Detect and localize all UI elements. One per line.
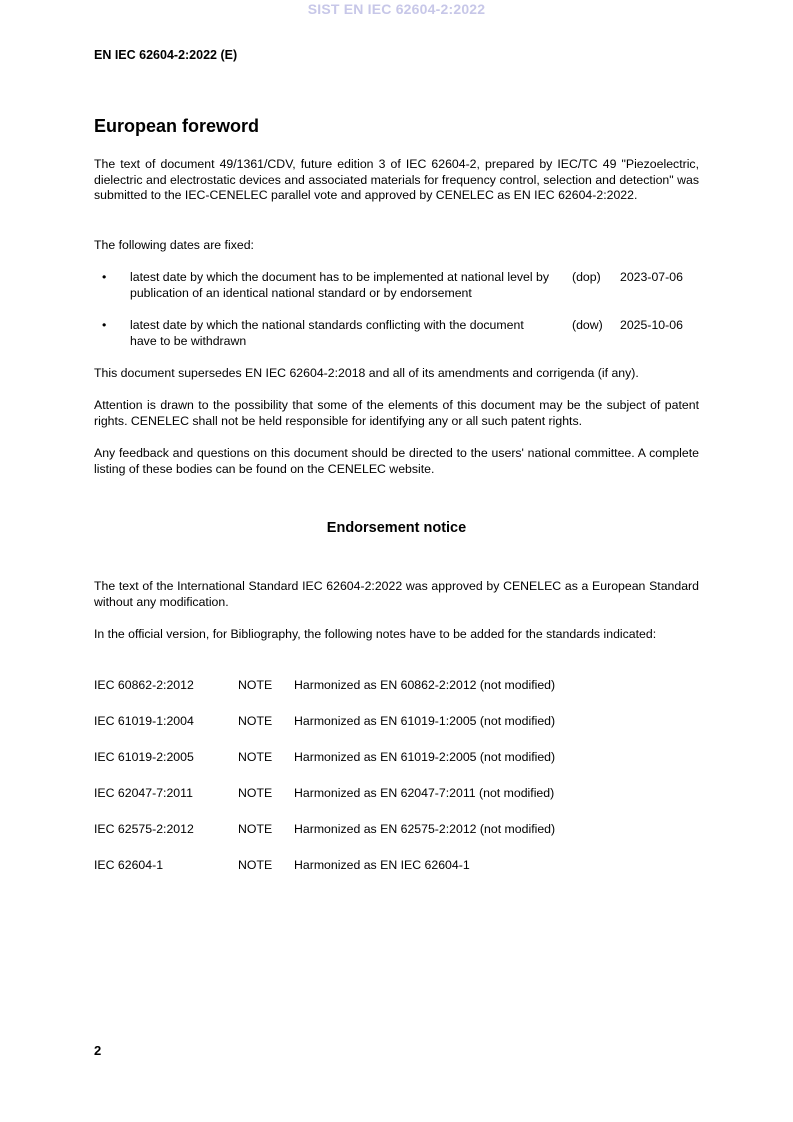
foreword-paragraph-2: The following dates are fixed:	[94, 238, 254, 252]
date-item-dop	[94, 270, 699, 304]
harmonized-text: Harmonized as EN 61019-2:2005 (not modified)	[294, 750, 556, 764]
bibliography-note-row	[94, 678, 699, 694]
bibliography-note-row	[94, 822, 699, 838]
note-label: NOTE	[238, 822, 273, 836]
endorsement-title: Endorsement notice	[326, 520, 467, 536]
date-item-abbr: (dop)	[572, 270, 601, 284]
note-label: NOTE	[238, 678, 273, 692]
endorsement-paragraph-2: In the official version, for Bibliography, the following notes have to be added for the standards indicated:	[94, 627, 657, 641]
date-item-text: latest date by which the national standards conflicting with the document have to be withdrawn	[130, 318, 524, 348]
standard-ref: IEC 60862-2:2012	[94, 678, 194, 692]
foreword-paragraph-3: This document supersedes EN IEC 62604-2:2018 and all of its amendments and corrigenda (if any).	[94, 366, 639, 380]
date-item-abbr: (dow)	[572, 318, 603, 332]
date-item-text: latest date by which the document has to be implemented at national level by publication of an identical national standard or by endorsement	[130, 270, 550, 300]
watermark: SIST EN IEC 62604-2:2022	[307, 1, 486, 17]
foreword-title: European foreword	[94, 116, 260, 136]
standard-ref: IEC 61019-1:2004	[94, 714, 194, 728]
standard-ref: IEC 61019-2:2005	[94, 750, 194, 764]
document-id: EN IEC 62604-2:2022 (E)	[94, 48, 238, 62]
harmonized-text: Harmonized as EN 62047-7:2011 (not modified)	[294, 786, 555, 800]
harmonized-text: Harmonized as EN 61019-1:2005 (not modified)	[294, 714, 556, 728]
bibliography-note-row	[94, 750, 699, 766]
standard-ref: IEC 62575-2:2012	[94, 822, 194, 836]
note-label: NOTE	[238, 858, 273, 872]
bullet-mark: •	[102, 318, 107, 332]
harmonized-text: Harmonized as EN 60862-2:2012 (not modified)	[294, 678, 556, 692]
date-item-dow	[94, 318, 699, 352]
foreword-paragraph-1: The text of document 49/1361/CDV, future edition 3 of IEC 62604-2, prepared by IEC/TC 49 "Piezoelectric, dielectric and electrostatic devices and associated materials for frequency control, selection and detection" was submitted to the IEC-CENELEC parallel vote and approved by CENELEC as EN IEC 62604-2:2022.	[94, 157, 699, 202]
standard-ref: IEC 62604-1	[94, 858, 164, 872]
page-number: 2	[94, 1043, 102, 1058]
bibliography-note-row	[94, 714, 699, 730]
foreword-paragraph-4: Attention is drawn to the possibility that some of the elements of this document may be the subject of patent rights. CENELEC shall not be held responsible for identifying any or all such patent rights.	[94, 398, 699, 428]
bullet-mark: •	[102, 270, 107, 284]
endorsement-paragraph-1: The text of the International Standard IEC 62604-2:2022 was approved by CENELEC as a European Standard without any modification.	[94, 579, 699, 609]
harmonized-text: Harmonized as EN 62575-2:2012 (not modified)	[294, 822, 556, 836]
bibliography-note-row	[94, 858, 699, 874]
date-item-date: 2025-10-06	[620, 318, 683, 332]
date-item-date: 2023-07-06	[620, 270, 683, 284]
foreword-paragraph-5: Any feedback and questions on this document should be directed to the users' national committee. A complete listing of these bodies can be found on the CENELEC website.	[94, 446, 699, 476]
standard-ref: IEC 62047-7:2011	[94, 786, 193, 800]
harmonized-text: Harmonized as EN IEC 62604-1	[294, 858, 470, 872]
note-label: NOTE	[238, 714, 273, 728]
note-label: NOTE	[238, 750, 273, 764]
bibliography-note-row	[94, 786, 699, 802]
note-label: NOTE	[238, 786, 273, 800]
